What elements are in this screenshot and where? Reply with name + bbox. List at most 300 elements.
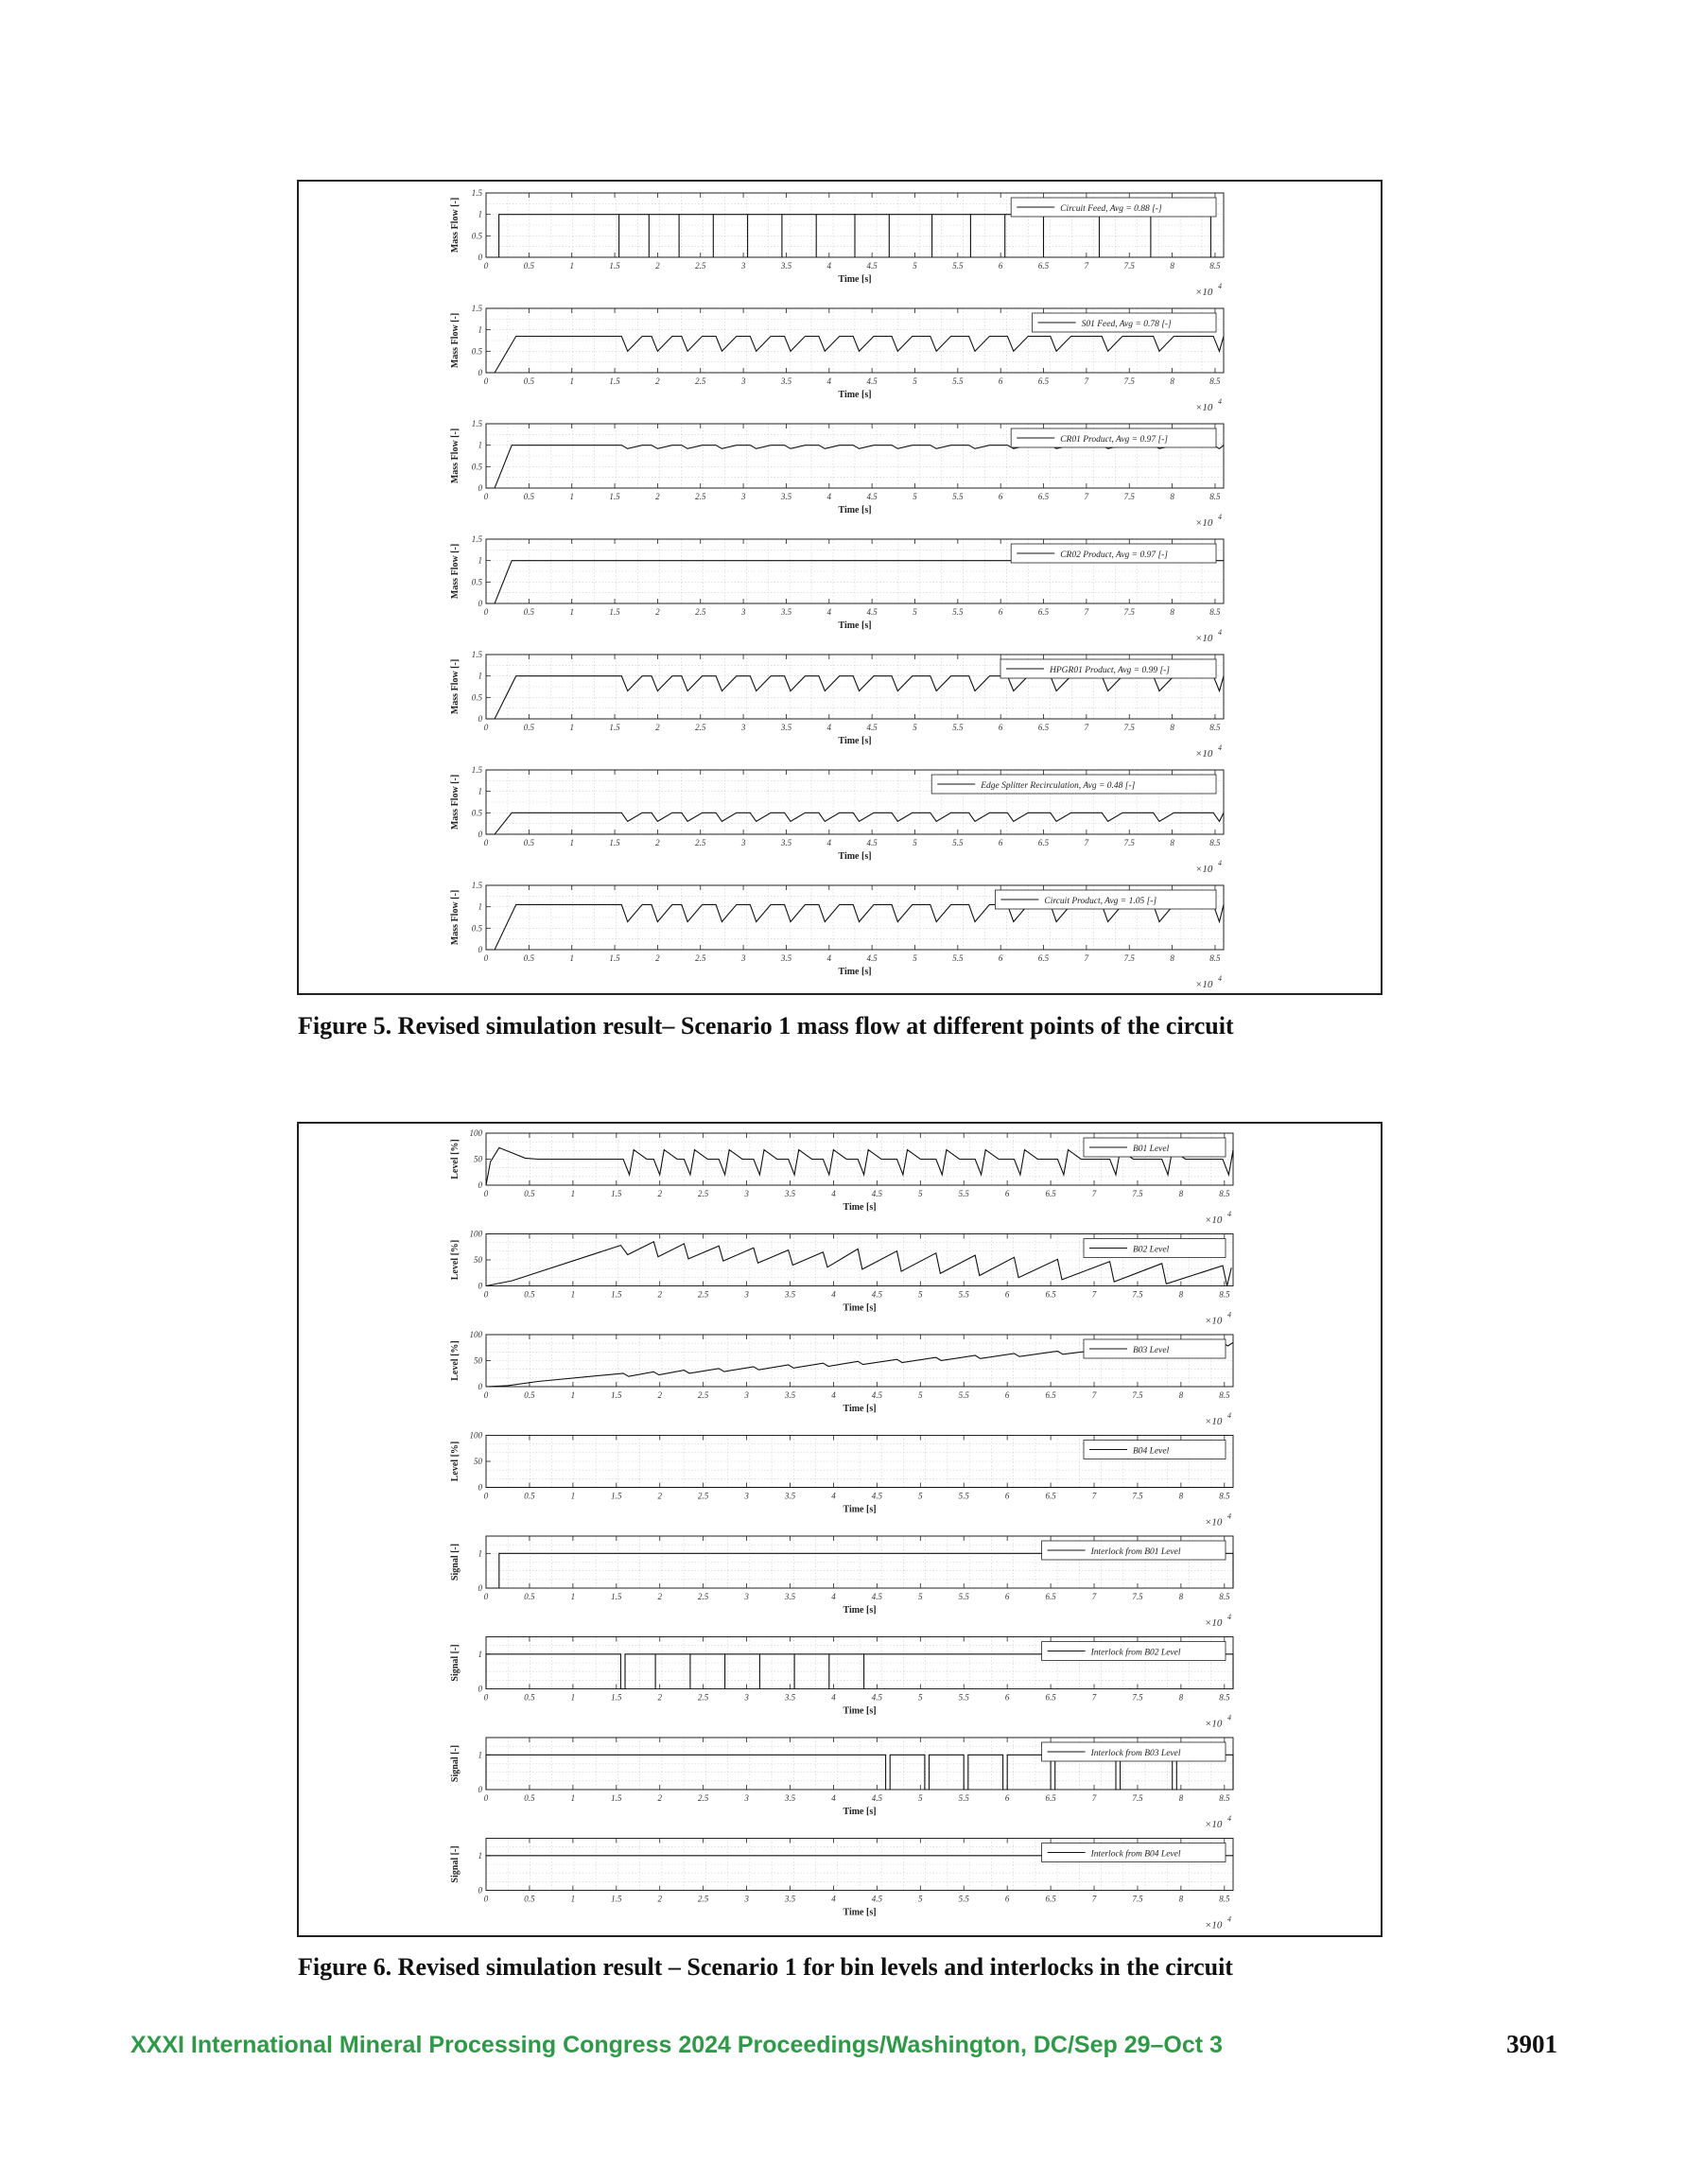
y-tick-label: 0.5 <box>471 346 482 357</box>
x-tick-label: 8 <box>1170 723 1174 732</box>
x-tick-label: 1 <box>570 1894 576 1904</box>
figure5-caption: Figure 5. Revised simulation result– Scenario 1 mass flow at different points of the circuit <box>298 1012 1234 1040</box>
y-tick-label: 1 <box>478 324 482 335</box>
y-axis-label: Level [%] <box>450 1340 461 1381</box>
y-tick-label: 0 <box>478 1482 482 1493</box>
x-tick-label: 7.5 <box>1132 1692 1143 1703</box>
x-tick-label: 4.5 <box>871 1390 882 1400</box>
x-tick-label: 4 <box>826 723 832 732</box>
x-tick-label: 6.5 <box>1045 1289 1056 1300</box>
x-multiplier: ×10 <box>1205 1416 1223 1427</box>
x-tick-label: 5.5 <box>958 1692 969 1703</box>
x-tick-label: 1.5 <box>611 1592 622 1601</box>
x-tick-label: 7 <box>1091 1894 1097 1904</box>
x-tick-label: 0 <box>483 1592 489 1601</box>
y-tick-label: 0.5 <box>471 692 482 703</box>
x-tick-label: 0.5 <box>524 1491 535 1501</box>
y-tick-label: 1.5 <box>471 534 482 544</box>
x-tick-label: 5.5 <box>958 1894 969 1904</box>
x-tick-label: 1 <box>569 953 574 963</box>
x-tick-label: 1 <box>570 1592 576 1601</box>
x-tick-label: 2 <box>657 1592 662 1601</box>
x-tick-label: 5 <box>918 1793 923 1803</box>
x-tick-label: 7 <box>1084 953 1089 963</box>
x-tick-label: 2 <box>657 1793 662 1803</box>
x-tick-label: 1.5 <box>609 376 620 386</box>
y-tick-label: 50 <box>474 1154 482 1164</box>
x-tick-label: 3.5 <box>784 1894 796 1904</box>
x-tick-label: 0 <box>483 723 489 732</box>
x-tick-label: 7.5 <box>1123 953 1135 963</box>
y-tick-label: 50 <box>474 1355 482 1366</box>
x-multiplier-exp: 4 <box>1227 1210 1231 1218</box>
x-multiplier: ×10 <box>1195 633 1213 644</box>
y-tick-label: 0.5 <box>471 462 482 472</box>
x-tick-label: 2.5 <box>695 607 706 617</box>
x-tick-label: 3.5 <box>784 1289 796 1300</box>
legend-label: Interlock from B02 Level <box>1090 1648 1181 1658</box>
x-axis-label: Time [s] <box>843 1807 877 1817</box>
x-tick-label: 5 <box>913 492 917 501</box>
subplot-2 <box>450 304 1224 413</box>
y-axis-label: Mass Flow [-] <box>450 543 461 600</box>
x-tick-label: 7 <box>1091 1491 1097 1501</box>
legend-label: B02 Level <box>1133 1245 1170 1255</box>
x-tick-label: 1.5 <box>611 1189 622 1198</box>
x-tick-label: 4.5 <box>866 953 878 963</box>
y-tick-label: 1 <box>478 440 482 450</box>
legend-label: Interlock from B03 Level <box>1090 1749 1181 1758</box>
x-tick-label: 5 <box>918 1189 923 1198</box>
x-tick-label: 0.5 <box>524 1289 535 1300</box>
y-tick-label: 0 <box>478 714 482 724</box>
x-tick-label: 3.5 <box>784 1793 796 1803</box>
x-tick-label: 0.5 <box>523 607 534 617</box>
x-tick-label: 3.5 <box>780 261 792 271</box>
y-tick-label: 50 <box>474 1255 482 1265</box>
x-tick-label: 7.5 <box>1123 723 1135 732</box>
x-tick-label: 3 <box>744 1289 749 1300</box>
x-tick-label: 1.5 <box>611 1793 622 1803</box>
x-tick-label: 6.5 <box>1045 1894 1056 1904</box>
x-tick-label: 3.5 <box>780 607 792 617</box>
y-axis-label: Mass Flow [-] <box>450 658 461 715</box>
x-tick-label: 7 <box>1091 1692 1097 1703</box>
x-tick-label: 4 <box>826 953 832 963</box>
x-tick-label: 2.5 <box>695 723 706 732</box>
x-tick-label: 1 <box>569 261 574 271</box>
x-tick-label: 5.5 <box>952 261 964 271</box>
x-tick-label: 7.5 <box>1132 1894 1143 1904</box>
x-tick-label: 1.5 <box>611 1289 622 1300</box>
x-tick-label: 2.5 <box>698 1491 709 1501</box>
x-tick-label: 8.5 <box>1219 1692 1230 1703</box>
x-tick-label: 1 <box>570 1390 576 1400</box>
y-tick-label: 0.5 <box>471 577 482 587</box>
x-tick-label: 8 <box>1178 1491 1184 1501</box>
x-axis-label: Time [s] <box>838 851 872 862</box>
x-tick-label: 7.5 <box>1132 1592 1143 1601</box>
x-multiplier: ×10 <box>1205 1919 1223 1931</box>
x-tick-label: 6 <box>998 838 1003 847</box>
x-tick-label: 6 <box>998 376 1003 386</box>
subplot-1 <box>450 188 1224 298</box>
x-multiplier: ×10 <box>1195 748 1213 760</box>
x-tick-label: 3 <box>744 1491 749 1501</box>
x-tick-label: 0.5 <box>523 261 534 271</box>
x-tick-label: 5 <box>913 838 917 847</box>
x-tick-label: 3.5 <box>780 376 792 386</box>
legend-label: Circuit Feed, Avg = 0.88 [-] <box>1060 204 1162 214</box>
y-tick-label: 1.5 <box>471 188 482 198</box>
x-tick-label: 1 <box>569 838 574 847</box>
legend-label: B01 Level <box>1133 1144 1170 1154</box>
y-axis-label: Mass Flow [-] <box>450 312 461 369</box>
figure6-plots <box>299 1124 1381 1935</box>
x-tick-label: 3 <box>740 376 746 386</box>
x-tick-label: 1 <box>570 1289 576 1300</box>
x-tick-label: 2.5 <box>698 1289 709 1300</box>
x-tick-label: 5.5 <box>952 607 964 617</box>
x-axis-label: Time [s] <box>843 1605 877 1616</box>
footer-proceedings: XXXI International Mineral Processing Congress 2024 Proceedings/Washington, DC/Sep 29–Oct 3 <box>130 2032 1223 2058</box>
x-tick-label: 0 <box>483 1894 489 1904</box>
x-tick-label: 0.5 <box>524 1189 535 1198</box>
x-tick-label: 5 <box>918 1592 923 1601</box>
x-tick-label: 2 <box>657 1894 662 1904</box>
x-tick-label: 1.5 <box>609 607 620 617</box>
page-number: 3901 <box>1506 2030 1557 2058</box>
x-tick-label: 3.5 <box>780 723 792 732</box>
x-tick-label: 7 <box>1091 1390 1097 1400</box>
x-tick-label: 3.5 <box>784 1592 796 1601</box>
x-tick-label: 3.5 <box>780 838 792 847</box>
figure6-frame <box>297 1122 1383 1937</box>
x-tick-label: 6 <box>998 723 1003 732</box>
x-tick-label: 1.5 <box>611 1390 622 1400</box>
x-tick-label: 2.5 <box>698 1894 709 1904</box>
y-tick-label: 1 <box>478 209 482 219</box>
y-tick-label: 1 <box>478 1649 482 1659</box>
x-tick-label: 8.5 <box>1219 1289 1230 1300</box>
x-multiplier: ×10 <box>1195 864 1213 875</box>
x-tick-label: 0 <box>483 492 489 501</box>
subplot-6 <box>450 1637 1233 1730</box>
x-tick-label: 6.5 <box>1037 607 1050 617</box>
y-tick-label: 0 <box>478 1684 482 1694</box>
x-tick-label: 6.5 <box>1037 953 1050 963</box>
x-tick-label: 1.5 <box>611 1692 622 1703</box>
x-tick-label: 8.5 <box>1219 1592 1230 1601</box>
y-tick-label: 0.5 <box>471 923 482 934</box>
x-tick-label: 0 <box>483 1692 489 1703</box>
x-tick-label: 8 <box>1170 376 1174 386</box>
x-tick-label: 0 <box>483 376 489 386</box>
x-tick-label: 0.5 <box>524 1894 535 1904</box>
x-tick-label: 1.5 <box>609 953 620 963</box>
x-tick-label: 1 <box>569 376 574 386</box>
x-tick-label: 7.5 <box>1132 1390 1143 1400</box>
x-tick-label: 0.5 <box>523 953 534 963</box>
y-axis-label: Signal [-] <box>450 1845 461 1883</box>
y-tick-label: 0 <box>478 368 482 377</box>
legend-label: Interlock from B04 Level <box>1090 1849 1181 1860</box>
x-tick-label: 7 <box>1091 1592 1097 1601</box>
x-tick-label: 3 <box>744 1390 749 1400</box>
y-tick-label: 0 <box>478 483 482 493</box>
y-tick-label: 0 <box>478 1382 482 1391</box>
x-tick-label: 8.5 <box>1219 1390 1230 1400</box>
x-tick-label: 4.5 <box>866 376 878 386</box>
x-tick-label: 4 <box>826 607 832 617</box>
x-tick-label: 5 <box>918 1491 923 1501</box>
x-tick-label: 5.5 <box>958 1793 969 1803</box>
x-tick-label: 2.5 <box>698 1390 709 1400</box>
x-tick-label: 7.5 <box>1123 376 1135 386</box>
x-tick-label: 4.5 <box>866 723 878 732</box>
legend-label: CR01 Product, Avg = 0.97 [-] <box>1060 435 1169 445</box>
x-tick-label: 1 <box>569 492 574 501</box>
y-tick-label: 1 <box>478 1548 482 1559</box>
x-axis-label: Time [s] <box>843 1202 877 1213</box>
y-tick-label: 0 <box>478 1785 482 1794</box>
x-tick-label: 4.5 <box>866 838 878 847</box>
x-tick-label: 5 <box>913 261 917 271</box>
x-tick-label: 7 <box>1084 838 1089 847</box>
x-tick-label: 2 <box>657 1189 662 1198</box>
x-tick-label: 3 <box>744 1692 749 1703</box>
x-tick-label: 1.5 <box>611 1894 622 1904</box>
y-axis-label: Mass Flow [-] <box>450 197 461 253</box>
x-tick-label: 3 <box>744 1592 749 1601</box>
x-tick-label: 7 <box>1084 492 1089 501</box>
x-tick-label: 6.5 <box>1045 1592 1056 1601</box>
x-tick-label: 5 <box>913 376 917 386</box>
x-tick-label: 6 <box>1004 1592 1010 1601</box>
x-axis-label: Time [s] <box>838 505 872 515</box>
x-multiplier-exp: 4 <box>1227 1511 1231 1521</box>
subplot-3 <box>450 419 1224 529</box>
x-tick-label: 4.5 <box>871 1793 882 1803</box>
x-tick-label: 8 <box>1170 492 1174 501</box>
x-tick-label: 5 <box>913 953 917 963</box>
x-tick-label: 0 <box>483 838 489 847</box>
x-multiplier: ×10 <box>1205 1516 1223 1529</box>
x-multiplier-exp: 4 <box>1218 743 1222 752</box>
x-tick-label: 4 <box>831 1793 836 1803</box>
x-tick-label: 5.5 <box>958 1289 969 1300</box>
x-tick-label: 2 <box>657 1491 662 1501</box>
x-tick-label: 1 <box>570 1189 576 1198</box>
x-tick-label: 8.5 <box>1209 261 1221 271</box>
subplot-5 <box>450 650 1224 760</box>
x-tick-label: 0.5 <box>523 492 534 501</box>
x-multiplier: ×10 <box>1205 1819 1223 1830</box>
x-tick-label: 2 <box>657 1289 662 1300</box>
x-tick-label: 2.5 <box>698 1692 709 1703</box>
x-tick-label: 6.5 <box>1045 1793 1056 1803</box>
x-tick-label: 6 <box>998 261 1003 271</box>
x-tick-label: 7 <box>1084 261 1089 271</box>
x-tick-label: 8 <box>1178 1289 1184 1300</box>
x-tick-label: 4.5 <box>866 607 878 617</box>
x-tick-label: 5 <box>913 607 917 617</box>
x-multiplier-exp: 4 <box>1218 628 1222 637</box>
x-tick-label: 4 <box>826 261 832 271</box>
y-axis-label: Level [%] <box>450 1441 461 1482</box>
x-tick-label: 5.5 <box>952 838 964 847</box>
x-tick-label: 6.5 <box>1045 1491 1056 1501</box>
x-tick-label: 6.5 <box>1037 376 1050 386</box>
x-tick-label: 8.5 <box>1209 838 1221 847</box>
x-tick-label: 4.5 <box>871 1189 882 1198</box>
x-axis-label: Time [s] <box>838 736 872 746</box>
x-tick-label: 8 <box>1178 1189 1184 1198</box>
x-multiplier-exp: 4 <box>1227 1713 1231 1722</box>
x-tick-label: 0 <box>483 1793 489 1803</box>
series-line <box>486 337 1224 374</box>
legend-label: Interlock from B01 Level <box>1090 1547 1181 1557</box>
legend-label: Edge Splitter Recirculation, Avg = 0.48 [-] <box>981 781 1136 791</box>
x-tick-label: 5 <box>913 723 917 732</box>
x-tick-label: 5.5 <box>958 1390 969 1400</box>
x-tick-label: 4 <box>831 1390 836 1400</box>
x-tick-label: 8.5 <box>1209 376 1221 386</box>
y-tick-label: 0 <box>478 945 482 954</box>
x-axis-label: Time [s] <box>843 1302 877 1314</box>
x-tick-label: 2 <box>655 838 660 847</box>
x-multiplier-exp: 4 <box>1227 1814 1231 1823</box>
x-tick-label: 6 <box>1004 1491 1010 1501</box>
x-tick-label: 1.5 <box>609 261 620 271</box>
x-tick-label: 6.5 <box>1045 1189 1056 1198</box>
x-tick-label: 0.5 <box>524 1793 535 1803</box>
x-tick-label: 6.5 <box>1037 723 1050 732</box>
x-tick-label: 7.5 <box>1132 1793 1143 1803</box>
x-tick-label: 4 <box>826 492 832 501</box>
x-tick-label: 0.5 <box>523 376 534 386</box>
x-multiplier-exp: 4 <box>1218 282 1222 290</box>
x-tick-label: 7.5 <box>1132 1491 1143 1501</box>
y-tick-label: 1.5 <box>471 304 482 313</box>
x-tick-label: 4.5 <box>871 1289 882 1300</box>
x-tick-label: 4.5 <box>866 261 878 271</box>
x-tick-label: 8 <box>1178 1390 1184 1400</box>
subplot-5 <box>450 1536 1233 1629</box>
y-axis-label: Signal [-] <box>450 1543 461 1581</box>
x-tick-label: 7 <box>1084 376 1089 386</box>
figure5-frame <box>297 180 1383 995</box>
y-tick-label: 100 <box>469 1128 482 1138</box>
x-tick-label: 0 <box>483 607 489 617</box>
x-tick-label: 2.5 <box>698 1592 709 1601</box>
x-tick-label: 3.5 <box>784 1390 796 1400</box>
y-tick-label: 1 <box>478 1850 482 1861</box>
x-multiplier-exp: 4 <box>1218 974 1222 983</box>
x-axis-label: Time [s] <box>843 1404 877 1414</box>
x-tick-label: 0.5 <box>523 838 534 847</box>
x-tick-label: 8 <box>1178 1692 1184 1703</box>
y-tick-label: 0 <box>478 830 482 839</box>
x-tick-label: 6 <box>1004 1289 1010 1300</box>
x-multiplier: ×10 <box>1195 402 1213 413</box>
x-tick-label: 4 <box>831 1894 836 1904</box>
x-tick-label: 1.5 <box>609 723 620 732</box>
x-tick-label: 3 <box>744 1189 749 1198</box>
x-tick-label: 2 <box>655 261 660 271</box>
x-tick-label: 3 <box>740 838 746 847</box>
subplot-1 <box>450 1128 1233 1226</box>
x-multiplier-exp: 4 <box>1227 1310 1231 1319</box>
subplot-8 <box>450 1839 1233 1931</box>
x-tick-label: 5.5 <box>958 1592 969 1601</box>
x-tick-label: 3.5 <box>784 1491 796 1501</box>
x-tick-label: 1.5 <box>609 492 620 501</box>
legend-label: HPGR01 Product, Avg = 0.99 [-] <box>1050 666 1170 675</box>
y-tick-label: 1 <box>478 671 482 681</box>
x-tick-label: 5 <box>918 1692 923 1703</box>
x-tick-label: 8.5 <box>1209 607 1221 617</box>
x-tick-label: 7.5 <box>1132 1189 1143 1198</box>
x-tick-label: 6 <box>1004 1189 1010 1198</box>
x-tick-label: 8 <box>1170 607 1174 617</box>
legend-label: Circuit Product, Avg = 1.05 [-] <box>1044 897 1157 906</box>
x-tick-label: 7.5 <box>1123 838 1135 847</box>
x-tick-label: 2.5 <box>698 1189 709 1198</box>
x-tick-label: 2 <box>655 492 660 501</box>
x-tick-label: 2 <box>655 607 660 617</box>
x-tick-label: 5 <box>918 1894 923 1904</box>
x-multiplier: ×10 <box>1205 1718 1223 1730</box>
x-tick-label: 6.5 <box>1037 492 1050 501</box>
x-axis-label: Time [s] <box>838 620 872 631</box>
x-tick-label: 0.5 <box>524 1692 535 1703</box>
x-tick-label: 2.5 <box>695 376 706 386</box>
x-tick-label: 2 <box>657 1692 662 1703</box>
x-tick-label: 8.5 <box>1219 1894 1230 1904</box>
y-axis-label: Mass Flow [-] <box>450 774 461 830</box>
x-tick-label: 8.5 <box>1209 953 1221 963</box>
x-tick-label: 5.5 <box>952 492 964 501</box>
x-tick-label: 4.5 <box>871 1491 882 1501</box>
x-tick-label: 8 <box>1178 1894 1184 1904</box>
x-tick-label: 8 <box>1170 953 1174 963</box>
x-tick-label: 7.5 <box>1123 607 1135 617</box>
x-tick-label: 6.5 <box>1037 261 1050 271</box>
x-tick-label: 8.5 <box>1209 492 1221 501</box>
y-tick-label: 100 <box>469 1330 482 1339</box>
y-tick-label: 0 <box>478 1583 482 1593</box>
x-tick-label: 2.5 <box>695 953 706 963</box>
x-tick-label: 3.5 <box>780 492 792 501</box>
x-tick-label: 3 <box>744 1894 749 1904</box>
x-tick-label: 8 <box>1178 1592 1184 1601</box>
x-tick-label: 2 <box>655 376 660 386</box>
x-tick-label: 3.5 <box>780 953 792 963</box>
y-tick-label: 50 <box>474 1457 482 1466</box>
x-tick-label: 8 <box>1170 261 1174 271</box>
x-tick-label: 6 <box>998 492 1003 501</box>
y-tick-label: 1 <box>478 901 482 912</box>
x-tick-label: 4 <box>831 1289 836 1300</box>
x-multiplier-exp: 4 <box>1227 1411 1231 1420</box>
subplot-6 <box>450 765 1224 875</box>
x-tick-label: 5.5 <box>958 1491 969 1501</box>
y-axis-label: Mass Flow [-] <box>450 428 461 484</box>
legend-label: S01 Feed, Avg = 0.78 [-] <box>1081 320 1172 329</box>
x-tick-label: 4.5 <box>871 1692 882 1703</box>
y-axis-label: Level [%] <box>450 1239 461 1281</box>
